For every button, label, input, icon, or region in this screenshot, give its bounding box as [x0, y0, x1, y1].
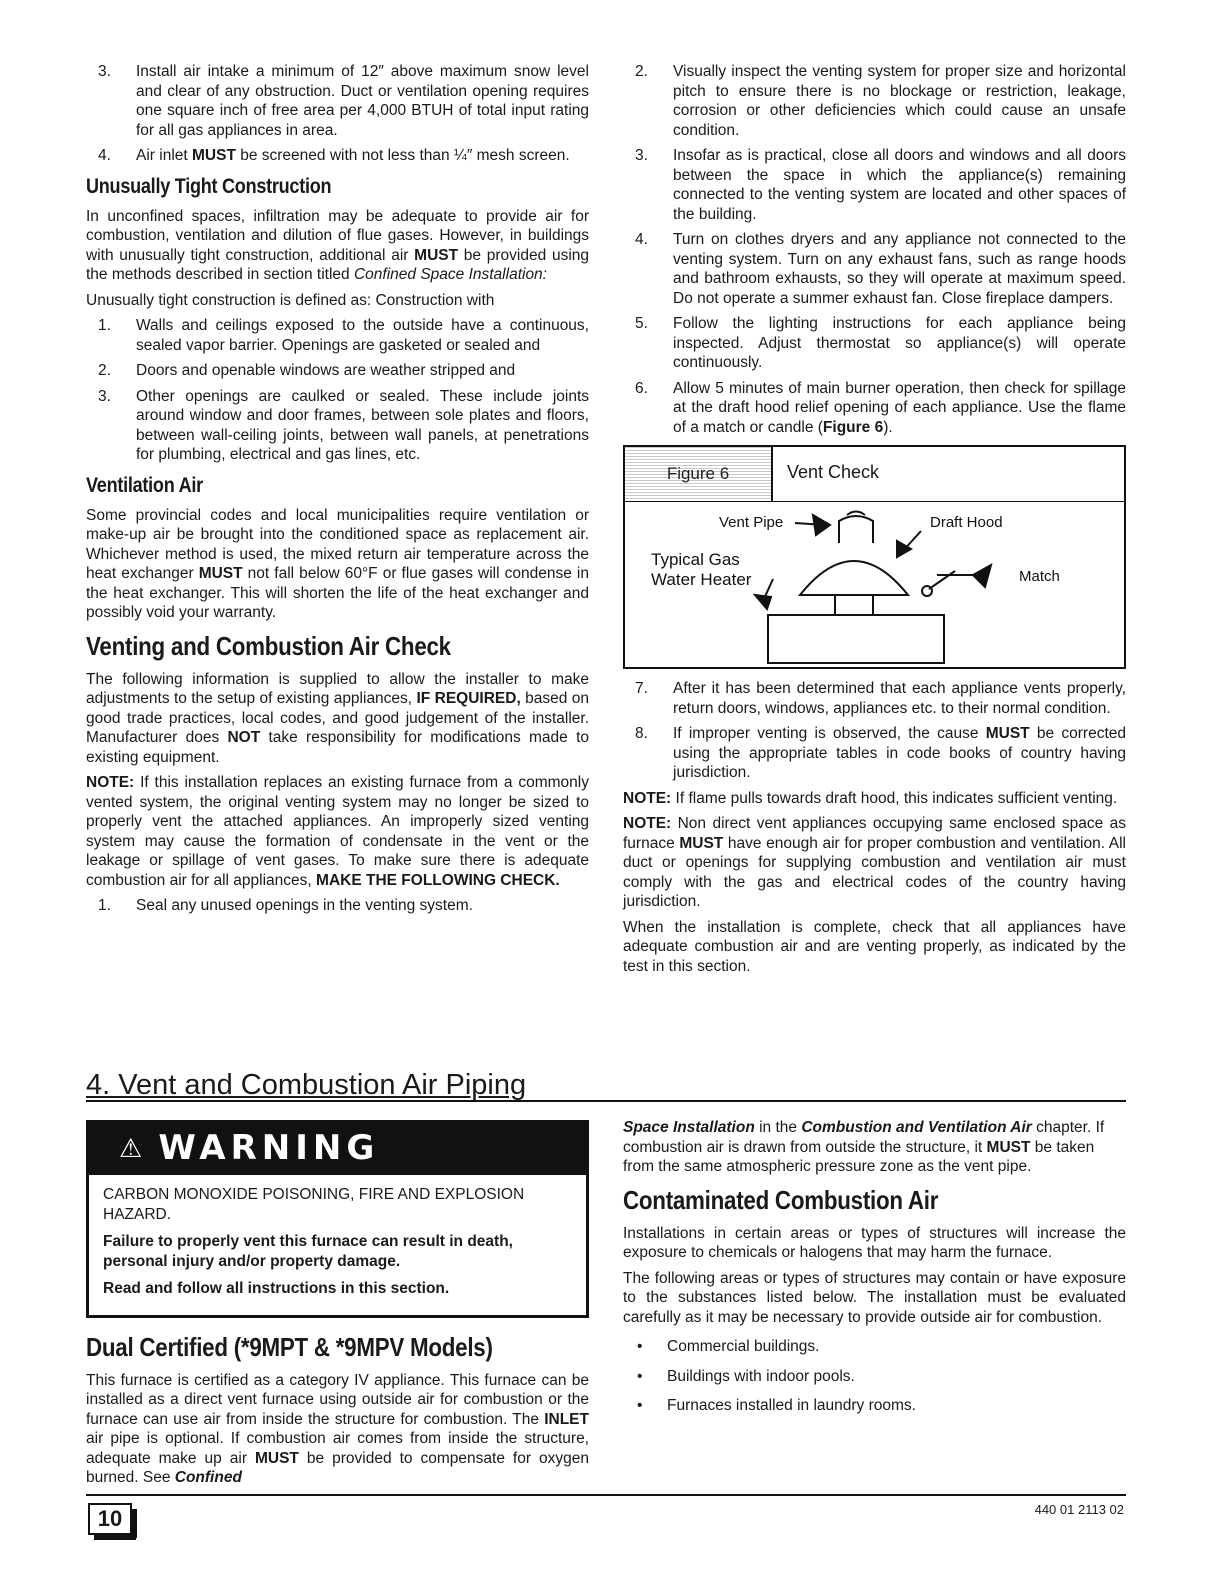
label-heater-line1: Typical Gas: [651, 550, 740, 569]
list-item: 3. Install air intake a minimum of 12″ above maximum snow level and clear of any obstruction. Duct or ventilation opening requires one square inch of free area per 4,000 BTUH of total input rating for all gas appliances in area.: [98, 63, 589, 139]
paragraph: This furnace is certified as a category IV appliance. This furnace can be installed as a direct vent furnace using outside air for combustion or the furnace can use air from inside the structure for combustion. The INLET air pipe is optional. If combustion air comes from inside the structure, adequate make up air MUST be provided to compensate for oxygen burned. See Confined: [86, 1371, 589, 1486]
heading-venting-check: Venting and Combustion Air Check: [86, 630, 451, 661]
note: NOTE: Non direct vent appliances occupying same enclosed space as furnace MUST have enough air for proper combustion and ventilation. All duct or openings for supplying combustion and ventilation air must comply with the gas and electrical codes of the country having jurisdiction.: [623, 815, 1126, 910]
lower-left-column: [86, 1118, 589, 1494]
divider: [625, 501, 1124, 502]
paragraph: The following information is supplied to allow the installer to make adjustments to the setup of existing appliances, IF REQUIRED, based on good trade practices, local codes, and good judgement of the installer. Manufacturer does NOT take responsibility for modifications made to existing equipment.: [86, 670, 589, 766]
paragraph: In unconfined spaces, infiltration may be adequate to provide air for combustion, ventilation and dilution of flue gases. However, in buildings with unusually tight construction, additional air MUST be provided using the methods described in section titled Confined Space Installation:: [86, 207, 589, 283]
document-code: 440 01 2113 02: [1034, 1502, 1124, 1517]
label-vent-pipe: Vent Pipe: [719, 514, 784, 531]
note: NOTE: If this installation replaces an existing furnace from a commonly vented system, the original venting system may no longer be sized to properly vent the attached appliances. An improperly sized venting system may cause the formation of condensate in the vent or the leakage or spillage of vent gases. To make sure there is adequate combustion air for all appliances, MAKE THE FOLLOWING CHECK.: [86, 774, 589, 889]
warning-box: [86, 1120, 589, 1318]
paragraph: The following areas or types of structures may contain or have exposure to the substances listed below. The installation must be evaluated carefully as it may be necessary to provide outside air for combustion.: [623, 1269, 1126, 1326]
vent-check-diagram: [625, 503, 1124, 665]
warning-hazard: CARBON MONOXIDE POISONING, FIRE AND EXPLOSION HAZARD.: [103, 1186, 525, 1223]
warning-instruction: Read and follow all instructions in this section.: [103, 1280, 450, 1297]
paragraph: When the installation is complete, check that all appliances have adequate combustion air and are venting properly, as indicated by the test in this section.: [623, 918, 1126, 975]
right-column: [623, 62, 1126, 982]
match-flame: [922, 586, 932, 596]
list-item: 1. Walls and ceilings exposed to the outside have a continuous, sealed vapor barrier. Openings are gasketed or sealed and: [98, 317, 589, 354]
list-item: 3. Insofar as is practical, close all doors and windows and all doors between the space in which the appliance(s) remaining connected to the venting system are located and other spaces of the building.: [635, 147, 1126, 223]
arrow-heater: [755, 595, 771, 609]
list-item: 4. Air inlet MUST be screened with not less than ¼″ mesh screen.: [98, 147, 570, 164]
footer-divider: [86, 1494, 1126, 1496]
list-item: • Commercial buildings.: [623, 1337, 1126, 1357]
vent-pipe: [839, 516, 873, 543]
list-item: 2. Doors and openable windows are weather stripped and: [98, 362, 516, 379]
list-item: 5. Follow the lighting instructions for each appliance being inspected. Adjust thermostat so appliance(s) will operate continuously.: [635, 315, 1126, 371]
section-title: 4. Vent and Combustion Air Piping: [86, 1069, 527, 1101]
list-item: 7. After it has been determined that each appliance vents properly, return doors, windows, appliances etc. to their normal condition.: [635, 680, 1126, 717]
heading-contaminated-air: Contaminated Combustion Air: [623, 1184, 939, 1215]
paragraph: Unusually tight construction is defined as: Construction with: [86, 291, 495, 309]
paragraph: Space Installation in the Combustion and Ventilation Air chapter. If combustion air is drawn from outside the structure, it MUST be taken from the same atmospheric pressure zone as the vent pipe.: [623, 1119, 1105, 1175]
list-item: 2. Visually inspect the venting system for proper size and horizontal pitch to ensure there is no blockage or restriction, leakage, corrosion or other deficiencies which could cause an unsafe condition.: [635, 63, 1126, 139]
list-item: • Furnaces installed in laundry rooms.: [623, 1396, 1126, 1416]
left-column: [86, 62, 589, 922]
divider: [86, 1100, 1126, 1102]
heading-dual-certified: Dual Certified (*9MPT & *9MPV Models): [86, 1331, 493, 1362]
figure-title: Vent Check: [787, 462, 880, 482]
list-item: 1. Seal any unused openings in the venting system.: [98, 897, 473, 914]
page-number: 10: [88, 1503, 132, 1535]
label-match: Match: [1019, 568, 1060, 585]
label-draft-hood: Draft Hood: [930, 514, 1003, 531]
warning-consequence: Failure to properly vent this furnace can result in death, personal injury and/or property damage.: [103, 1233, 513, 1270]
list-item: • Buildings with indoor pools.: [623, 1367, 1126, 1387]
note: NOTE: If flame pulls towards draft hood, this indicates sufficient venting.: [623, 789, 1118, 807]
list-item: 3. Other openings are caulked or sealed. These include joints around window and door frames, between sole plates and floors, between wall-ceiling joints, between wall panels, at penetrations for plumbing, electrical and gas lines, etc.: [98, 387, 589, 463]
figure-tag: Figure 6: [625, 447, 773, 501]
warning-header: [89, 1123, 586, 1175]
bullet-list: [623, 1337, 1126, 1416]
figure-vent-check: [623, 445, 1126, 669]
water-heater-body: [768, 615, 944, 663]
warning-word: WARNING: [158, 1128, 380, 1169]
list-item: 6. Allow 5 minutes of main burner operation, then check for spillage at the draft hood relief opening of each appliance. Use the flame of a match or candle (Figure 6).: [635, 379, 1126, 436]
heading-tight-construction: Unusually Tight Construction: [86, 174, 332, 198]
paragraph: Some provincial codes and local municipalities require ventilation or make-up air be brought into the conditioned space as replacement air. Whichever method is used, the mixed return air temperature across the heat exchanger MUST not fall below 60°F or flue gases will condense in the heat exchanger. This will shorten the life of the heat exchanger and possibly void your warranty.: [86, 506, 589, 621]
lower-right-column: [623, 1118, 1126, 1426]
arrow-match: [973, 565, 991, 587]
list-item: 8. If improper venting is observed, the cause MUST be corrected using the appropriate tables in code books of country having jurisdiction.: [635, 725, 1127, 781]
arrow-vent-pipe: [813, 515, 830, 535]
label-heater-line2: Water Heater: [651, 570, 752, 589]
paragraph: Installations in certain areas or types of structures will increase the exposure to chemicals or halogens that may harm the furnace.: [623, 1224, 1126, 1261]
list-item: 4. Turn on clothes dryers and any appliance not connected to the venting system. Turn on any exhaust fans, such as range hoods and bathroom exhausts, so they will operate at maximum speed. Do not operate a summer exhaust fan. Close fireplace dampers.: [635, 231, 1126, 307]
heading-ventilation-air: Ventilation Air: [86, 473, 203, 497]
draft-hood: [800, 561, 908, 595]
warning-triangle-icon: ⚠: [119, 1133, 143, 1164]
